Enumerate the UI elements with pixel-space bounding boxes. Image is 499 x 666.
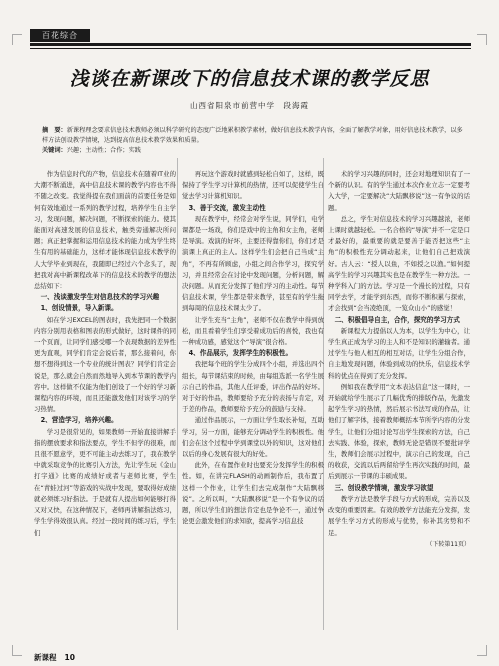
header-rule-thin [30, 48, 471, 49]
abstract [42, 126, 463, 146]
crop-mark-bottom-left [12, 645, 22, 656]
column-divider-1 [177, 158, 178, 630]
continue-note: （下转第11页） [426, 540, 470, 548]
section-heading: 三、创设教学情境，激发学习欲望 [334, 483, 434, 492]
section-heading: 一、浅谈激发学生对信息技术的学习兴趣 [40, 293, 160, 302]
body-paragraph: 我把每个班的学生分成四个小组，并选出四个组长，每节课结束的时候，由每组选派一名学生展示自己的作品，其他人任评委，评出作品的好坏。对于好的作品，教师要给予充分的表扬与肯定，对于差的作品，教师要给予充分的鼓励与支持。 [182, 360, 324, 414]
crop-mark-top-right [477, 34, 487, 45]
abstract-label: 摘 要： [42, 127, 67, 134]
keywords [42, 146, 463, 156]
body-column-1 [34, 169, 176, 629]
section-heading: 2、营造学习，培养兴趣。 [40, 416, 118, 425]
abstract-text: 新课程理念要求信息技术教师必须以科学研究的态度广泛地累积教学素材，做好信息技术教学内容，全面了解教学对象，用好信息技术教学，以多样方法创设教学情境，达到提高信息技术教学效果和质量。 [42, 127, 463, 144]
body-paragraph: 总之，学生对信息技术的学习兴趣越浓，老师上课时就越轻松。一名合格的“导演”并不一定是口才最好的，最重要的就是要善于能否把这些“主角”的积极性充分调动起来，让他们自己把戏演好。古人云：“授人以鱼，不如授之以渔。”如何提高学生的学习兴趣其实也是在教学生一种方法。一种学科入门的方法。学习是一个漫长的过程，只有同学去学，才能学到东西，而你不断积累与探索，才会找到“会当凌绝顶，一览众山小”的感觉！ [328, 214, 470, 313]
section-heading: 4、作品展示，发挥学生的积极性。 [188, 349, 293, 358]
body-paragraph: 让学生充当“主角”，老师不仅在教学中得到放松，而且看着学生们享受着成功后的喜悦，我也有一种成功感，感觉这个“导演”很合格。 [182, 315, 324, 347]
section-heading: 1、创设情景，导入新课。 [40, 304, 118, 313]
body-paragraph: 学习是很常见的，如果教师一开始直接讲解手指的摆放要求和指法要点，学生不但学的很难，而且很不愿意学，更不可能主动去练习了，我在教学中就采取竞争的比赛引入方法，先让学生玩《金山打字通》比赛的成绩好或者与老师比赛，学生在“青蛙过河”等游戏的实战中发现，要取得好成绩就必须练习好指法。于是就有人提出如何能够打得又对又快，在这种情况下，老师再讲解指法练习，学生学得效很认真。经过一段时间的练习后，学生们 [34, 427, 176, 537]
body-paragraph: 如在学习EXCEL的图表时，我先把同一个数据内容分别用表格和图表的形式做好，这时课件的同一个页面，让同学们感受哪一个表现数据的差异性更为直观，同学们肯定会说后者，那么接着问，你想不想得到这一个专业的统计图表？同学们肯定会说是，那么就会自然而然地导入到本节课的教学内容中。这样做不仅能为他们创设了一个好的学习新课程内容的环境，而且还能激发他们对该学习的学习热情。 [34, 315, 176, 414]
crop-mark-bottom-right [477, 645, 487, 656]
body-paragraph: 例如我在教学用“文本表达信息”这一课时，一开始就给学生展示了几幅优秀的排版作品，先激发起学生学习的热情，然后展示书法写成的作品，让他们了解字体，接着教师概括本节所学内容的分发学生，让他们分组讨论写出学生探索的方法，自己去实践、体验，探索，教师无论是错误不要批评学生，教师们会展示过程中，演示自己的发现，自己的收获，交流以后两留给学生再次实践的时间，最后到展示一节课的丰硕成果。 [328, 382, 470, 481]
crop-mark-top-left [12, 34, 22, 45]
journal-name: 新课程 [34, 653, 57, 662]
section-heading: 二、积极倡导自主，合作，探究的学习方式 [334, 315, 460, 324]
body-paragraph: 再玩这个游戏时就感到轻松自如了，这样，既保持了学生学习计算机的热情，还可以促使学生自觉去学习计算机知识。 [182, 170, 324, 201]
page-footer [34, 652, 75, 663]
column-tag: 百花综合 [30, 29, 90, 42]
page-number: 10 [64, 653, 75, 662]
section-heading: 3、善于交流，激发主动性 [188, 203, 266, 212]
keywords-text: 兴趣；主动性；合作；实践 [66, 147, 141, 154]
body-paragraph: 教学方法是教学手段与方式的形成，完善以及改变的重要因素。有效的教学方法能充分发挥，发展学生学习方式的形成与优势，你补其劣势和不足。 [328, 494, 470, 537]
body-column-3 [328, 169, 470, 629]
body-paragraph: 此外，在布置作业时也要充分发挥学生的积极性。如，在讲完FLASH的动画制作后，我布置了这样一个作业，让学生们去完成制作“大陆飘移说”。之所以叫，“大陆飘移说”是一个有争议的话题，所以学生们的想法肯定也是争论不一，通过争论更会激发他们的求知欲，提高学习信息技 [182, 461, 324, 526]
article-author: 山西省阳泉市前营中学 段海霞 [190, 101, 309, 110]
body-paragraph: 作为信息时代的产物，信息技术在随着IT业的大潮不断涌进，高中信息技术课的教学内容也不得不随之改变。我觉得提在我们面前的首要任务是如何有效地通过一系列的教学过程，培养学生自主学习，发现问题，解决问题，不断探索的能力。使其能面对高速发展的信息技术，触类旁通解决所问题；真正把掌握和运用信息技术的能力成为学生终生有用的基础能力，这样才能体现信息技术教学的人大学毕业到现在，我随即已经过六个念头了，现把我对高中新课程改革下的信息技术的教学的想法总结如下： [34, 170, 176, 291]
body-column-2 [182, 169, 324, 629]
article-title: 浅谈在新课改下的信息技术课的教学反思 [69, 68, 430, 90]
keywords-label: 关键词： [42, 147, 67, 154]
body-paragraph: 现在教学中，经常会对学生说，同学们，电学课都是一场戏，你们是戏中的主角和女主角，老师是导演。戏演的好坏，主要还得靠你们，你们才是演课上真正的主人。这样学生们会把自己当成“主角”，不再有所顾虑，小组之间合作学习，探究学习，并且经常会在讨论中发现问题，分析问题，解决问题。从而充分发挥了他们学习的主动性。每节信息技术课，学生都是带来教学，甚至有的学生拖到每周的信息技术课太少了。 [182, 214, 324, 313]
header-rule-thick [30, 43, 471, 46]
body-paragraph: 通过作品展示，一方面让学生取长补短，互助学习，另一方面，能够充分调动学生的积极性。他们会在这个过程中学到课堂以外的知识，这对他们以后的身心发展有很大的好处。 [182, 416, 324, 459]
body-paragraph: 术的学习兴趣的同时，还会对地理知识有了一个新的认识。有的学生通过本次作业立志一定要考入大学，一定要解决“大陆飘移说”这一有争议的话题。 [328, 170, 470, 212]
body-paragraph: 新课程大力提倡以人为本，以学生为中心，让学生真正成为学习的主人和不是知识的灌输者。通过学生与他人相互的相互对话，让学生分组合作，自主地发现问题，体验到成功的快乐，信息技术学科的优点在得到了充分发挥。 [328, 326, 470, 380]
